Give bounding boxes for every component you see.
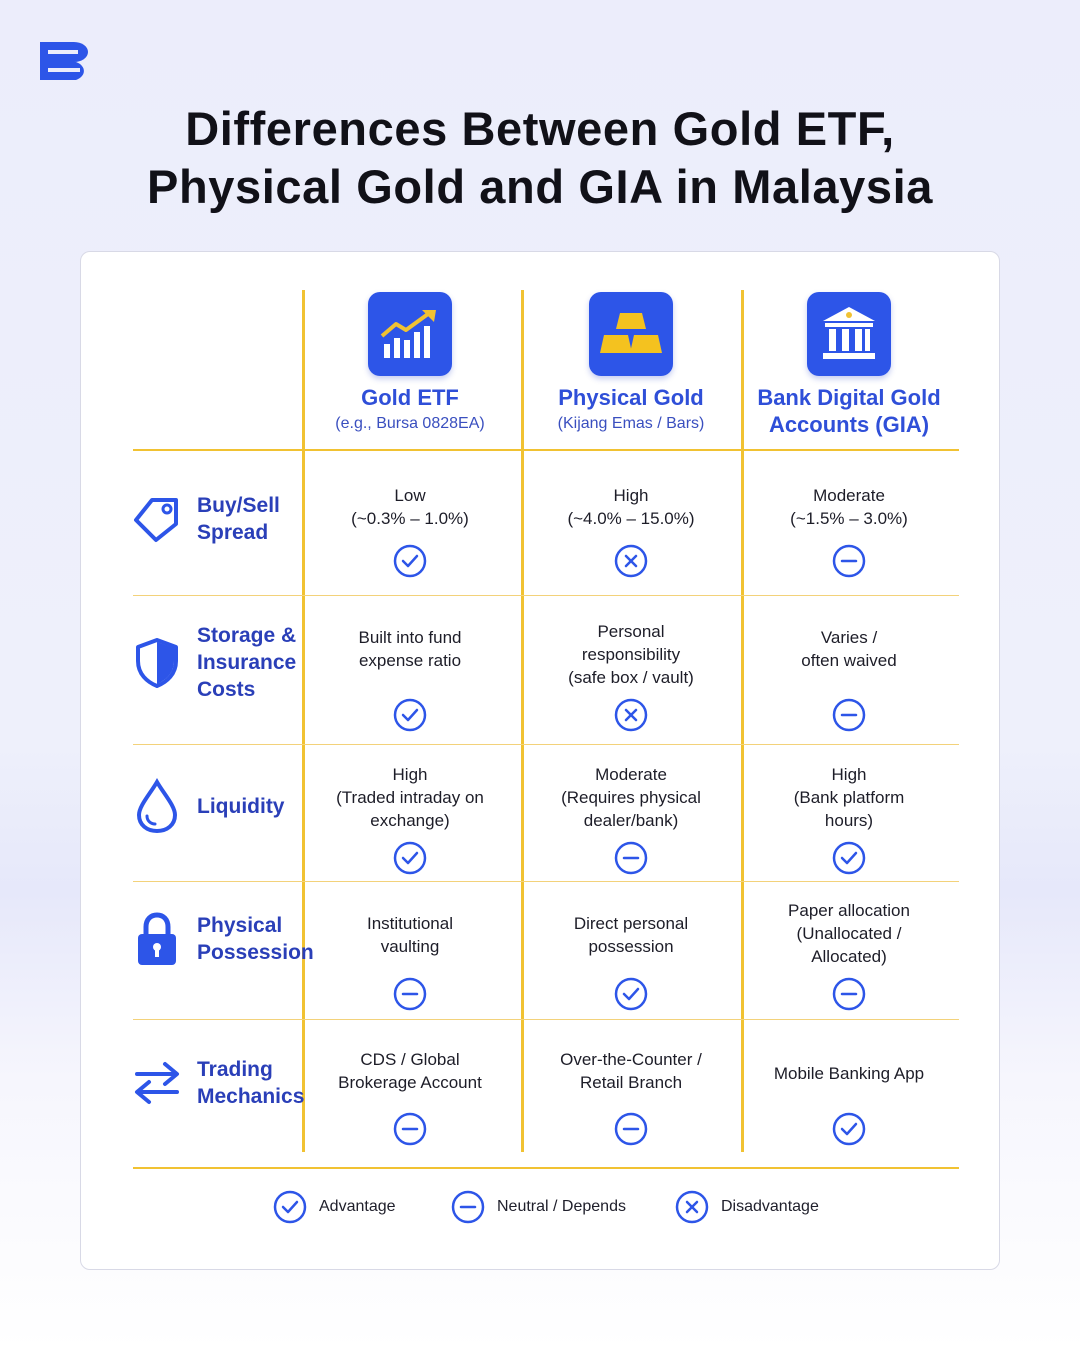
neutral-minus-icon	[393, 977, 427, 1011]
cell-etf-trading: CDS / Global Brokerage Account	[301, 1048, 519, 1151]
cell-gia-trading: Mobile Banking App	[740, 1062, 958, 1151]
gold-bars-icon	[589, 292, 673, 376]
neutral-minus-icon	[614, 841, 648, 875]
row-label-buy-sell-spread: Buy/Sell Spread	[131, 492, 301, 546]
advantage-check-icon	[832, 841, 866, 875]
disadvantage-cross-icon	[675, 1190, 709, 1224]
disadvantage-cross-icon	[614, 698, 648, 732]
padlock-icon	[131, 913, 183, 965]
comparison-card	[80, 251, 1000, 1270]
legend-neutral: Neutral / Depends	[451, 1190, 626, 1224]
advantage-check-icon	[273, 1190, 307, 1224]
page-title: Differences Between Gold ETF, Physical Gold and GIA in Malaysia	[147, 102, 933, 213]
advantage-check-icon	[393, 698, 427, 732]
neutral-minus-icon	[832, 544, 866, 578]
advantage-check-icon	[832, 1112, 866, 1146]
neutral-minus-icon	[451, 1190, 485, 1224]
column-header-physical-gold: Physical Gold (Kijang Emas / Bars)	[521, 292, 741, 435]
cell-gia-liquidity: High (Bank platform hours)	[740, 763, 958, 880]
row-label-physical-possession: Physical Possession	[131, 912, 301, 966]
shield-icon	[131, 637, 183, 689]
cell-gia-possession: Paper allocation (Unallocated / Allocated)	[740, 899, 958, 1016]
price-tag-icon	[131, 493, 183, 545]
disadvantage-cross-icon	[614, 544, 648, 578]
column-header-gia: Bank Digital Gold Accounts (GIA)	[739, 292, 959, 438]
row-label-liquidity: Liquidity	[131, 780, 301, 832]
cell-etf-possession: Institutional vaulting	[301, 912, 519, 1016]
droplet-icon	[131, 780, 183, 832]
cell-gia-spread: Moderate (~1.5% – 3.0%)	[740, 484, 958, 583]
neutral-minus-icon	[832, 977, 866, 1011]
cell-physical-liquidity: Moderate (Requires physical dealer/bank)	[522, 763, 740, 880]
chart-growth-icon	[368, 292, 452, 376]
cell-physical-trading: Over-the-Counter / Retail Branch	[522, 1048, 740, 1151]
cell-etf-liquidity: High (Traded intraday on exchange)	[301, 763, 519, 880]
transfer-arrows-icon	[131, 1057, 183, 1109]
row-label-trading-mechanics: Trading Mechanics	[131, 1056, 301, 1110]
advantage-check-icon	[393, 841, 427, 875]
advantage-check-icon	[614, 977, 648, 1011]
bank-icon	[807, 292, 891, 376]
row-label-storage-insurance: Storage & Insurance Costs	[131, 622, 301, 703]
legend-disadvantage: Disadvantage	[675, 1190, 819, 1224]
legend-advantage: Advantage	[273, 1190, 396, 1224]
cell-physical-storage: Personal responsibility (safe box / vault)	[522, 620, 740, 737]
advantage-check-icon	[393, 544, 427, 578]
brand-logo-icon	[38, 40, 92, 82]
cell-physical-possession: Direct personal possession	[522, 912, 740, 1016]
cell-gia-storage: Varies / often waived	[740, 626, 958, 737]
neutral-minus-icon	[393, 1112, 427, 1146]
neutral-minus-icon	[614, 1112, 648, 1146]
cell-etf-storage: Built into fund expense ratio	[301, 626, 519, 737]
neutral-minus-icon	[832, 698, 866, 732]
column-header-gold-etf: Gold ETF (e.g., Bursa 0828EA)	[300, 292, 520, 435]
cell-physical-spread: High (~4.0% – 15.0%)	[522, 484, 740, 583]
cell-etf-spread: Low (~0.3% – 1.0%)	[301, 484, 519, 583]
